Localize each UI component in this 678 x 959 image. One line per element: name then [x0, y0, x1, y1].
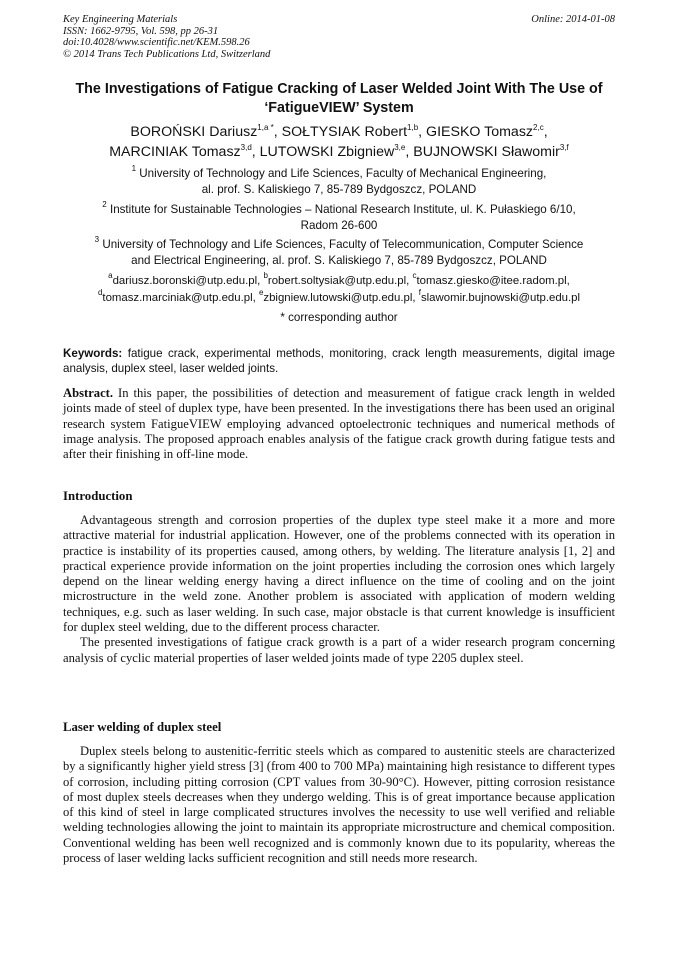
- author-marker: 2,c: [533, 123, 544, 132]
- author-separator: ,: [418, 124, 427, 140]
- affiliation-3: [58, 237, 620, 268]
- section-heading-laser-welding: Laser welding of duplex steel: [63, 720, 222, 734]
- author-marker: 1,b: [407, 123, 419, 132]
- journal-issn: ISSN: 1662-9795, Vol. 598, pp 26-31: [63, 25, 219, 37]
- affiliation-line: and Electrical Engineering, al. prof. S. Kaliskiego 7, 85-789 Bydgoszcz, POLAND: [131, 253, 547, 267]
- affiliation-line: Institute for Sustainable Technologies – National Research Institute, ul. K. Pułaskiego 6/10,: [109, 203, 576, 216]
- email-address[interactable]: slawomir.bujnowski@utp.edu.pl: [420, 291, 581, 304]
- paragraph: The presented investigations of fatigue crack growth is a part of a wider research program concerning analysis of cyclic material properties of laser welded joints made of type 2205 duplex steel.: [63, 635, 615, 665]
- affiliation-line: Radom 26-600: [300, 218, 378, 232]
- author-separator: ,: [405, 144, 414, 160]
- author-name: LUTOWSKI Zbigniew: [259, 144, 395, 160]
- keywords-label: Keywords:: [63, 347, 123, 360]
- keywords: [63, 346, 615, 377]
- author-marker: 3,d: [240, 143, 252, 152]
- affiliation-marker: 1: [131, 164, 137, 173]
- author-name: BUJNOWSKI Sławomir: [413, 144, 560, 160]
- corresponding-author-note: * corresponding author: [280, 311, 398, 324]
- section-heading-introduction: Introduction: [63, 489, 133, 503]
- author-separator: ,: [251, 144, 260, 160]
- author-name: SOŁTYSIAK Robert: [281, 124, 408, 140]
- email-marker: f: [418, 287, 421, 297]
- email-marker: c: [412, 271, 417, 280]
- author-marker: 3,f: [559, 143, 569, 152]
- author-list: [58, 122, 620, 162]
- email-marker: a: [108, 271, 113, 280]
- email-address[interactable]: tomasz.marciniak@utp.edu.pl,: [102, 291, 259, 304]
- online-date: Online: 2014-01-08: [531, 14, 615, 25]
- email-address[interactable]: tomasz.giesko@itee.radom.pl,: [416, 275, 570, 287]
- author-separator: ,: [543, 124, 548, 140]
- abstract-text: In this paper, the possibilities of detection and measurement of fatigue crack length in welded joints made of steel of duplex type, have been presented. In the investigations there has been used an original research system FatigueVIEW employing advanced optoelectronic techniques and numerical methods of image analysis. The proposed approach enables analysis of the fatigue crack growth during fatigue tests and after their finishing in off-line mode.: [63, 386, 615, 462]
- author-name: MARCINIAK Tomasz: [109, 144, 241, 160]
- abstract-label: Abstract.: [63, 386, 114, 400]
- author-marker: 3,e: [394, 143, 406, 152]
- section-body-laser-welding: [63, 744, 615, 866]
- affiliation-marker: 2: [102, 200, 107, 209]
- journal-header: [63, 14, 615, 60]
- email-address[interactable]: robert.soltysiak@utp.edu.pl,: [267, 275, 413, 287]
- author-separator: ,: [273, 124, 282, 140]
- affiliation-1: [58, 166, 620, 197]
- paragraph: Duplex steels belong to austenitic-ferritic steels which as compared to austenitic steels are characterized by a significantly higher yield stress [3] (from 400 to 700 MPa) maintaining high resistance to different types of corrosion, including pitting corrosion (CPT values from 30-90°C). However, pitting corrosion resistance of most duplex steels decreases when they undergo welding. This is of great importance because application of this kind of steel in large complicated structures involves the necessity to use well verified and reliable welding technologies allowing the joint to maintain its appropriate microstructure and chemical composition. Conventional welding has been well recognized and is commonly known due to its popularity, whereas the process of laser welding lacks sufficient recognition and still needs more research.: [63, 744, 615, 866]
- affiliation-line: University of Technology and Life Sciences, Faculty of Mechanical Engineering,: [139, 167, 547, 180]
- author-marker: 1,a *: [257, 123, 274, 132]
- affiliation-2: [58, 202, 620, 233]
- email-address[interactable]: zbigniew.lutowski@utp.edu.pl,: [263, 291, 419, 304]
- journal-copyright: © 2014 Trans Tech Publications Ltd, Switzerland: [63, 48, 271, 60]
- email-marker: b: [263, 271, 268, 280]
- affiliation-line: al. prof. S. Kaliskiego 7, 85-789 Bydgoszcz, POLAND: [201, 182, 477, 196]
- email-list: [58, 273, 620, 307]
- email-marker: d: [97, 287, 103, 297]
- affiliation-marker: 3: [94, 235, 100, 244]
- affiliation-line: University of Technology and Life Sciences, Faculty of Telecommunication, Computer Science: [102, 238, 584, 251]
- paper-title: The Investigations of Fatigue Cracking of Laser Welded Joint With The Use of ‘FatigueVIEW’ System: [75, 81, 603, 116]
- paragraph: Advantageous strength and corrosion properties of the duplex type steel make it a more and more attractive material for industrial application. However, one of the problems connected with its operation in practice is instability of its properties caused, among others, by welding. The literature analysis [1, 2] and practical experience provide information on the joint properties including the corrosion ones which largely depend on the linear welding energy having a direct influence on the time of cooling and on the joint microstructure in the weld zone. Another problem is associated with application of modern welding techniques, e.g. such as laser welding. In such case, major obstacle is that current knowledge is insufficient for duplex steel welding, due to the different process character.: [63, 513, 615, 635]
- email-address[interactable]: dariusz.boronski@utp.edu.pl,: [112, 275, 264, 287]
- keywords-text: fatigue crack, experimental methods, monitoring, crack length measurements, digital image analysis, duplex steel, laser welded joints.: [63, 347, 615, 376]
- journal-name: Key Engineering Materials: [63, 14, 178, 25]
- email-marker: e: [258, 287, 264, 297]
- author-name: BOROŃSKI Dariusz: [130, 124, 258, 140]
- abstract: [63, 386, 615, 462]
- author-name: GIESKO Tomasz: [426, 124, 534, 140]
- section-body-introduction: [63, 513, 615, 666]
- journal-doi: doi:10.4028/www.scientific.net/KEM.598.26: [63, 37, 250, 49]
